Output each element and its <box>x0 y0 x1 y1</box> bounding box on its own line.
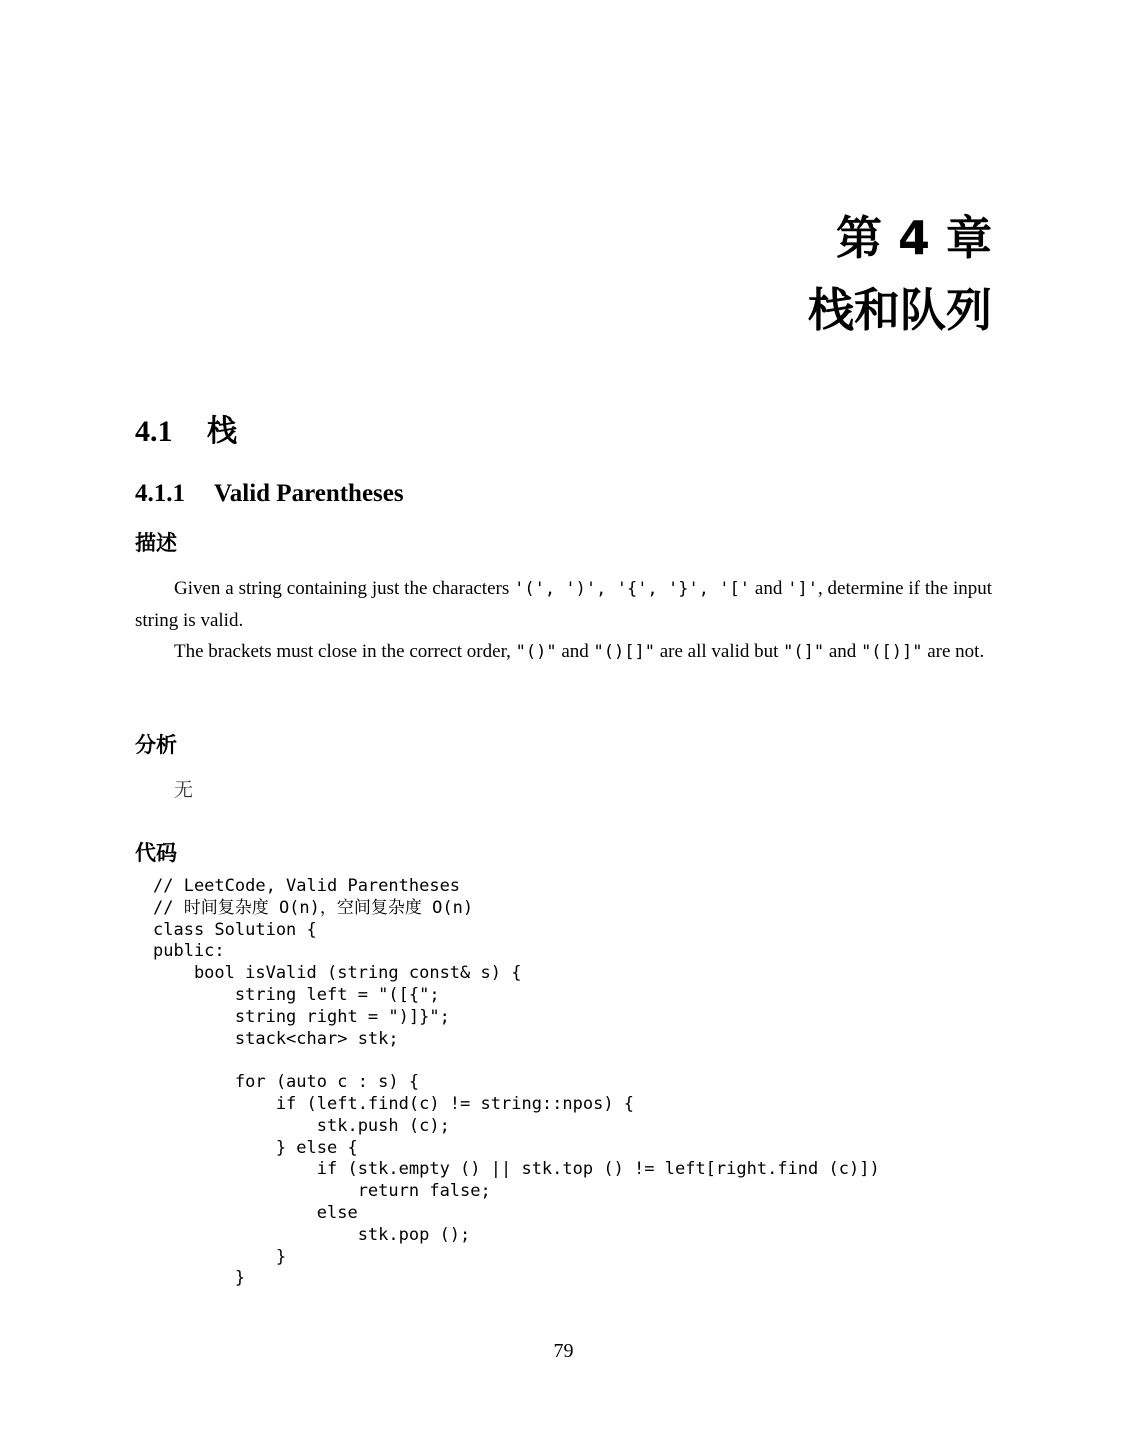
text-fragment: and <box>556 641 594 662</box>
section-number: 4.1 <box>135 415 173 448</box>
analysis-heading: 分析 <box>135 733 177 757</box>
inline-code: ']' <box>787 579 818 599</box>
code-heading: 代码 <box>135 841 177 865</box>
text-fragment: and <box>750 578 788 599</box>
text-fragment: The brackets must close in the correct order, <box>174 641 516 662</box>
section-heading <box>135 412 237 452</box>
chapter-number: 第 4 章 <box>835 211 992 265</box>
description-heading: 描述 <box>135 531 177 555</box>
section-title: 栈 <box>207 414 237 449</box>
analysis-text: 无 <box>174 779 194 801</box>
subsection-title: Valid Parentheses <box>214 480 404 507</box>
description-body <box>135 573 992 668</box>
inline-code: "()[]" <box>593 642 655 662</box>
description-paragraph-1 <box>135 573 992 636</box>
subsection-number: 4.1.1 <box>135 480 185 507</box>
text-fragment: , determine if the input string is valid. <box>135 578 993 631</box>
inline-code: "()" <box>515 642 557 662</box>
chapter-title: 栈和队列 <box>808 283 992 337</box>
inline-code: "([)]" <box>861 642 923 662</box>
text-fragment: Given a string containing just the characters <box>174 578 515 599</box>
description-paragraph-2 <box>135 636 992 668</box>
inline-code: '(', ')', '{', '}', '[' <box>514 579 751 599</box>
page-number: 79 <box>553 1340 574 1362</box>
text-fragment: are not. <box>922 641 985 662</box>
subsection-heading <box>135 478 404 510</box>
inline-code: "(]" <box>783 642 825 662</box>
text-fragment: are all valid but <box>654 641 784 662</box>
code-listing: // LeetCode, Valid Parentheses // 时间复杂度 O(n)，空间复杂度 O(n) class Solution { public: bool isValid (string const& s) { string left = "([{"; string right = ")]}"; stack<char> stk; for (auto c : s) { if (left.find(c) != string::npos) { stk.push (c); } else { if (stk.empty () || stk.top () != left[right.find (c)]) return false; else stk.pop (); } } <box>153 876 880 1289</box>
text-fragment: and <box>824 641 862 662</box>
